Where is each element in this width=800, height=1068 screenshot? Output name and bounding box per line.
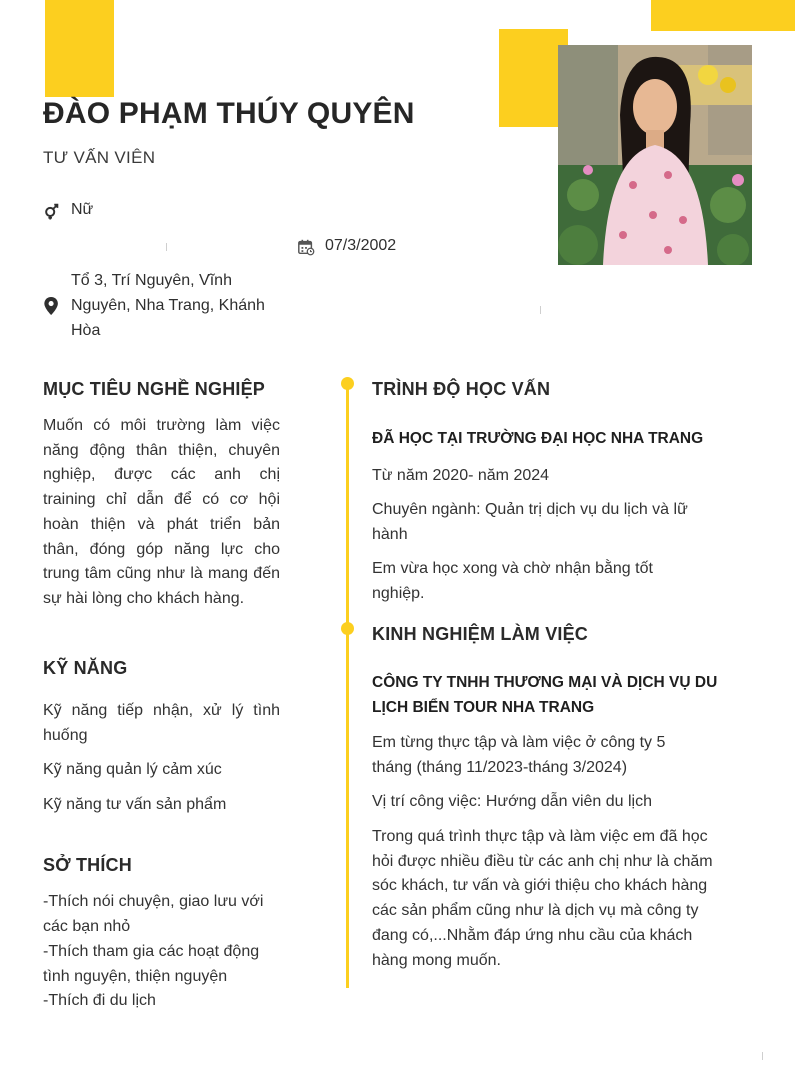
experience-position: Vị trí công việc: Hướng dẫn viên du lịch: [372, 793, 653, 810]
hobbies-title: SỞ THÍCH: [43, 855, 132, 875]
decorative-mark: [540, 306, 541, 314]
decorative-mark: [166, 243, 167, 251]
decorative-mark: [762, 1052, 763, 1060]
location-pin-icon: [43, 296, 61, 316]
skill-item: Kỹ năng tiếp nhận, xử lý tình huống: [43, 702, 280, 744]
skills-title: KỸ NĂNG: [43, 658, 128, 678]
profile-photo: [558, 45, 752, 265]
school-name: ĐÃ HỌC TẠI TRƯỜNG ĐẠI HỌC NHA TRANG: [372, 430, 704, 447]
candidate-name: ĐÀO PHẠM THÚY QUYÊN: [43, 97, 415, 130]
timeline-dot-experience: [341, 622, 354, 635]
hobby-item: -Thích nói chuyện, giao lưu với các bạn nhỏ: [43, 893, 264, 935]
education-period: Từ năm 2020- năm 2024: [372, 467, 550, 484]
accent-block-left: [45, 0, 114, 97]
education-status: Em vừa học xong và chờ nhận bằng tốt nghiệp.: [372, 560, 653, 602]
skill-item: Kỹ năng tư vấn sản phẩm: [43, 796, 227, 813]
gender-icon: [43, 201, 61, 221]
company-name: CÔNG TY TNHH THƯƠNG MẠI VÀ DỊCH VỤ DU LỊCH BIỂN TOUR NHA TRANG: [372, 674, 718, 716]
address-row: [43, 268, 293, 343]
experience-description: Trong quá trình thực tập và làm việc em đã học hỏi được nhiều điều từ các anh chị như là chăm sóc khách, tư vấn và giới thiệu cho khách hàng các sản phẩm cũng như là dịch vụ mà công ty đang có,...Nhằm đáp ứng nhu cầu của khách hàng mong muốn.: [372, 828, 713, 969]
gender-value: Nữ: [71, 201, 94, 218]
dob-row: [297, 237, 396, 257]
timeline-dot-education: [341, 377, 354, 390]
dob-value: 07/3/2002: [325, 237, 397, 254]
education-major: Chuyên ngành: Quản trị dịch vụ du lịch và lữ hành: [372, 501, 688, 543]
experience-duration: Em từng thực tập và làm việc ở công ty 5 tháng (tháng 11/2023-tháng 3/2024): [372, 734, 666, 776]
experience-title: KINH NGHIỆM LÀM VIỆC: [372, 624, 589, 644]
skill-item: Kỹ năng quản lý cảm xúc: [43, 761, 222, 778]
timeline-line: [346, 384, 349, 988]
objective-text: Muốn có môi trường làm việc năng động thân thiện, chuyên nghiệp, được các anh chị training chỉ dẫn để có cơ hội hoàn thiện và phát triển bản thân, đóng góp năng lực cho trung tâm cũng như là mang đến sự hài lòng cho khách hàng.: [43, 417, 280, 607]
accent-block-top-right: [651, 0, 795, 31]
job-title: TƯ VẤN VIÊN: [43, 148, 156, 167]
address-value: Tổ 3, Trí Nguyên, Vĩnh Nguyên, Nha Trang, Khánh Hòa: [71, 272, 265, 339]
hobby-item: -Thích tham gia các hoạt động tình nguyện, thiện nguyện: [43, 943, 260, 985]
calendar-icon: [297, 237, 315, 257]
objective-title: MỤC TIÊU NGHỀ NGHIỆP: [43, 379, 266, 399]
education-title: TRÌNH ĐỘ HỌC VẤN: [372, 379, 551, 399]
hobby-item: -Thích đi du lịch: [43, 992, 156, 1009]
gender-row: [43, 201, 93, 221]
